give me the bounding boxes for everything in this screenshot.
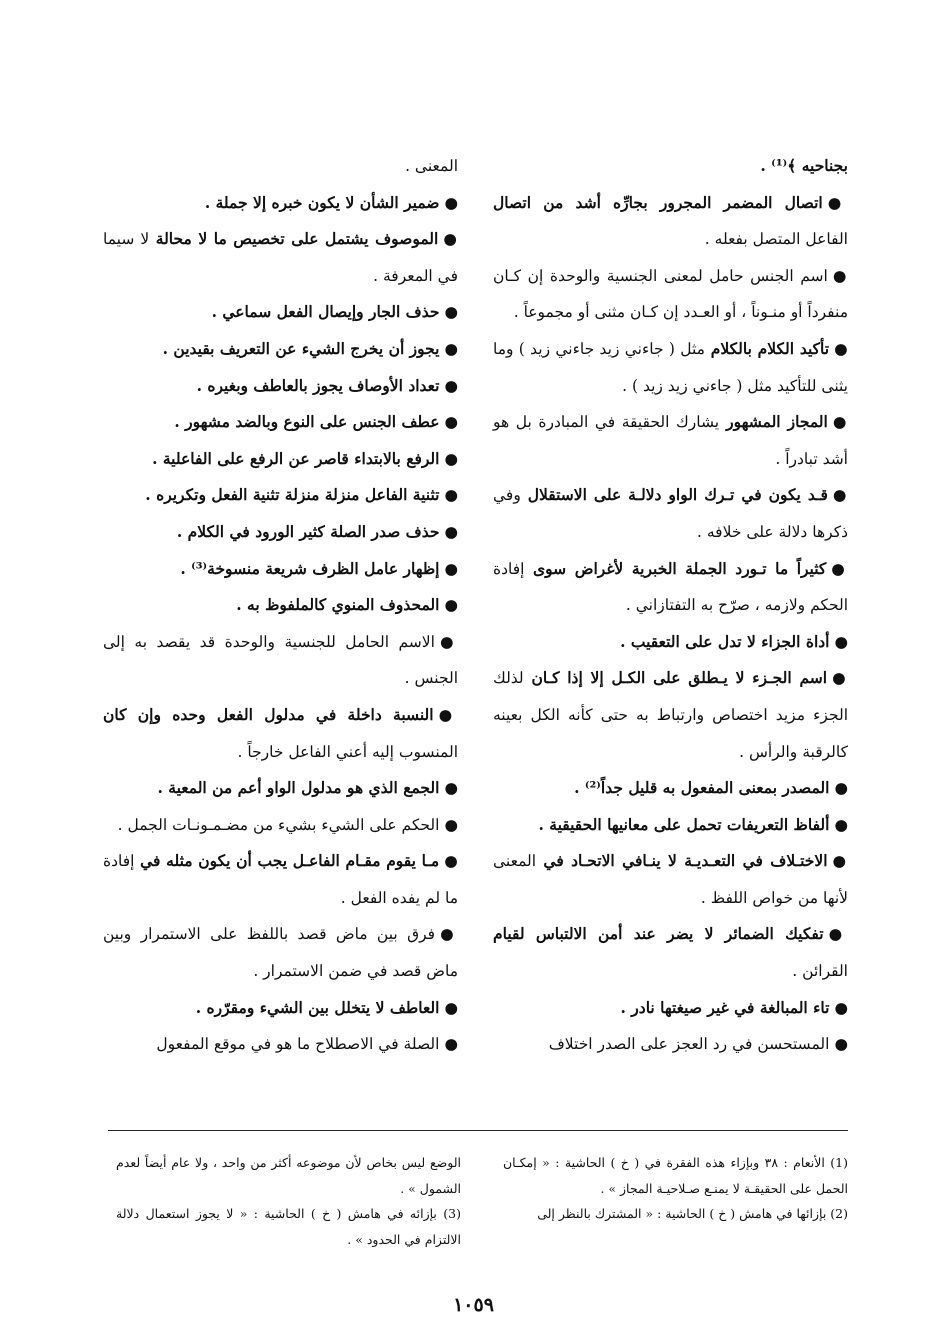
right-entries [493, 185, 848, 1063]
entry-lead: الجمع الذي هو مدلول الواو أعم من المعية . [157, 778, 440, 798]
rule-entry [493, 624, 848, 661]
bullet-icon: ● [828, 924, 848, 944]
footnote-1: (1) الأنعام : ٣٨ وبإزاء هذه الفقرة في ( خ ) الحاشية : « إمكـان الحمل على الحقيقـة لا يمنـع صـلاحيـة المجاز » . [503, 1155, 848, 1196]
bullet-icon: ● [831, 558, 848, 578]
bullet-icon: ● [444, 997, 458, 1017]
rule-entry [493, 551, 848, 624]
bullet-icon: ● [444, 814, 458, 834]
rule-entry [103, 514, 458, 551]
entry-lead: حذف الجار وإيصال الفعل سماعي . [211, 302, 440, 322]
bullet-icon: ● [444, 338, 458, 358]
rule-entry [493, 843, 848, 916]
opening-fragment: بجناحيه ﴾⁽¹⁾ . [760, 156, 848, 175]
entry-text: إفادة ما لم يفده الفعل . [103, 852, 458, 907]
entry-lead: المجاز المشهور [719, 412, 828, 432]
bullet-icon: ● [444, 851, 458, 871]
bullet-icon: ● [444, 302, 458, 322]
rule-entry [103, 331, 458, 368]
rule-entry [493, 404, 848, 477]
rule-entry [493, 916, 848, 989]
rule-entry [493, 331, 848, 404]
entry-lead: كثيراً ما تـورد الجملة الخبرية لأغراض سوى [524, 558, 827, 578]
opening-fragment: المعنى . [405, 157, 458, 175]
footnotes-right [503, 1150, 848, 1227]
entry-lead: تفكيك الضمائر لا يضر عند أمن الالتباس لقيام [493, 924, 824, 944]
entry-lead: اتصال المضمر المجرور بجارِّه أشد من اتصال [493, 192, 823, 212]
rule-entry [103, 587, 458, 624]
bullet-icon: ● [834, 778, 848, 798]
footnote-separator [108, 1130, 848, 1131]
bullet-icon: ● [834, 1034, 848, 1054]
left-entries [103, 185, 458, 1063]
entry-lead: عطف الجنس على النوع وبالضد مشهور . [174, 412, 440, 432]
entry-text: وفي ذكرها دلالة على خلافه . [493, 486, 848, 541]
footnote-2-continued: الوضع ليس بخاص لأن موضوعه أكثر من واحد ، ولا عام أيضاً لعدم الشمول » . [116, 1155, 461, 1196]
rule-entry [103, 843, 458, 916]
rule-entry [493, 807, 848, 844]
rule-entry [103, 368, 458, 405]
rule-entry [493, 258, 848, 331]
entry-text: القرائن . [792, 962, 848, 981]
bullet-icon: ● [438, 704, 458, 724]
rule-entry [493, 770, 848, 807]
rule-entry [103, 990, 458, 1027]
entry-lead: الرفع بالابتداء قاصر عن الرفع على الفاعلية . [152, 448, 440, 468]
entry-text: لذلك الجزء مزيد اختصاص وارتباط به حتى كأنه الكل بعينه كالرقبة والرأس . [493, 669, 848, 761]
page-number: ١٠٥٩ [453, 1294, 494, 1316]
entry-text: فرق بين ماض قصد باللفظ على الاستمرار وبين ماض قصد في ضمن الاستمرار . [103, 925, 458, 981]
rule-entry [103, 221, 458, 294]
bullet-icon: ● [834, 338, 848, 358]
entry-text: يشارك الحقيقة في المبادرة بل هو أشد تبادراً . [493, 413, 848, 468]
bullet-icon: ● [444, 375, 458, 395]
rule-entry [493, 1026, 848, 1063]
entry-lead: اسم الجـزء لا يـطلق على الكـل إلا إذا كـان [523, 668, 828, 688]
entry-lead: ألفاظ التعريفات تحمل على معانيها الحقيقية . [538, 814, 830, 834]
bullet-icon: ● [444, 448, 458, 468]
rule-entry [493, 477, 848, 550]
entry-text: الاسم الحامل للجنسية والوحدة قد يقصد به إلى الجنس . [103, 632, 458, 688]
entry-text: إفادة الحكم ولازمه ، صرّح به التفتازاني . [493, 559, 848, 615]
rule-entry [103, 477, 458, 514]
rule-entry [103, 916, 458, 989]
entry-lead: المصدر بمعنى المفعول به قليل جداً⁽²⁾ . [574, 778, 830, 798]
bullet-icon: ● [444, 485, 458, 505]
bullet-icon: ● [444, 412, 458, 432]
rule-entry [103, 441, 458, 478]
rule-entry [103, 1026, 458, 1063]
entry-lead: المحذوف المنوي كالملفوظ به . [236, 595, 440, 615]
bullet-icon: ● [827, 192, 848, 212]
bullet-icon: ● [444, 1034, 458, 1054]
bullet-icon: ● [832, 265, 849, 285]
entry-lead: قـد يكون في تـرك الواو دلالـة على الاستقلال [520, 485, 828, 505]
bullet-icon: ● [444, 558, 458, 578]
entry-lead: تأكيد الكلام بالكلام [704, 338, 830, 358]
footnote-2: (2) بإزائها في هامش ( خ ) الحاشية : « المشترك بالنظر إلى [537, 1206, 848, 1221]
entry-text: مثل ( جاءني زيد جاءني زيد ) وما يثنى للتأكيد مثل ( جاءني زيد زيد ) . [493, 339, 848, 395]
bullet-icon: ● [832, 851, 848, 871]
bullet-icon: ● [443, 229, 458, 249]
bullet-icon: ● [834, 814, 848, 834]
rule-entry [493, 660, 848, 770]
entry-lead: النسبة داخلة في مدلول الفعل وحده وإن كان [103, 704, 434, 724]
entry-lead: الموصوف يشتمل على تخصيص ما لا محالة [149, 229, 439, 249]
footnotes-left [116, 1150, 461, 1252]
bullet-icon: ● [444, 521, 458, 541]
footnote-3: (3) بإزائه في هامش ( خ ) الحاشية : « لا يجوز استعمال دلالة الالتزام في الحدود » . [116, 1206, 461, 1247]
entry-lead: تعداد الأوصاف يجوز بالعاطف وبغيره . [196, 375, 440, 395]
rule-entry [493, 990, 848, 1027]
rule-entry [103, 624, 458, 697]
entry-text: المعنى لأنها من خواص اللفظ . [493, 852, 848, 907]
entry-lead: أداة الجزاء لا تدل على التعقيب . [620, 631, 830, 651]
entry-text: الصلة في الاصطلاح ما هو في موقع المفعول [156, 1035, 440, 1054]
entry-text: الفاعل المتصل بفعله . [704, 230, 848, 249]
entry-lead: مـا يقوم مقـام الفاعـل يجب أن يكون مثله في [134, 851, 440, 871]
entry-text: الحكم على الشيء بشيء من مضـمـونـات الجمل . [117, 815, 440, 834]
entry-text: المنسوب إليه أعني الفاعل خارجاً . [237, 742, 458, 761]
left-column [103, 148, 458, 1063]
bullet-icon: ● [832, 412, 849, 432]
bullet-icon: ● [834, 997, 848, 1017]
rule-entry [103, 294, 458, 331]
rule-entry [103, 551, 458, 588]
entry-text: لا سيما في المعرفة . [103, 230, 458, 285]
rule-entry [103, 770, 458, 807]
rule-entry [103, 185, 458, 222]
bullet-icon: ● [444, 778, 458, 798]
bullet-icon: ● [439, 631, 458, 651]
entry-lead: ضمير الشأن لا يكون خبره إلا جملة . [204, 192, 440, 212]
entry-lead: إظهار عامل الظرف شريعة منسوخة⁽³⁾ . [180, 558, 440, 578]
entry-lead: تاء المبالغة في غير صيغتها نادر . [620, 997, 830, 1017]
bullet-icon: ● [444, 192, 458, 212]
bullet-icon: ● [440, 924, 459, 944]
entry-lead: حذف صدر الصلة كثير الورود في الكلام . [176, 521, 440, 541]
rule-entry [103, 404, 458, 441]
entry-lead: العاطف لا يتخلل بين الشيء ومقرّره . [195, 997, 440, 1017]
entry-lead: الاختـلاف في التعـديـة لا ينـافي الاتحـاد في [536, 851, 828, 871]
entry-lead: يجوز أن يخرج الشيء عن التعريف بقيدين . [162, 338, 440, 358]
rule-entry [103, 697, 458, 770]
bullet-icon: ● [834, 631, 848, 651]
right-column [493, 148, 848, 1063]
entry-text: اسم الجنس حامل لمعنى الجنسية والوحدة إن كـان منفرداً أو منـوناً ، أو العـدد إن كـان مثنى أو مجموعاً . [493, 266, 848, 322]
rule-entry [493, 185, 848, 258]
rule-entry [103, 807, 458, 844]
bullet-icon: ● [832, 485, 849, 505]
entry-lead: تثنية الفاعل منزلة منزلة تثنية الفعل وتكريره . [145, 485, 440, 505]
bullet-icon: ● [832, 668, 848, 688]
entry-text: المستحسن في رد العجز على الصدر اختلاف [548, 1035, 830, 1054]
bullet-icon: ● [444, 595, 458, 615]
